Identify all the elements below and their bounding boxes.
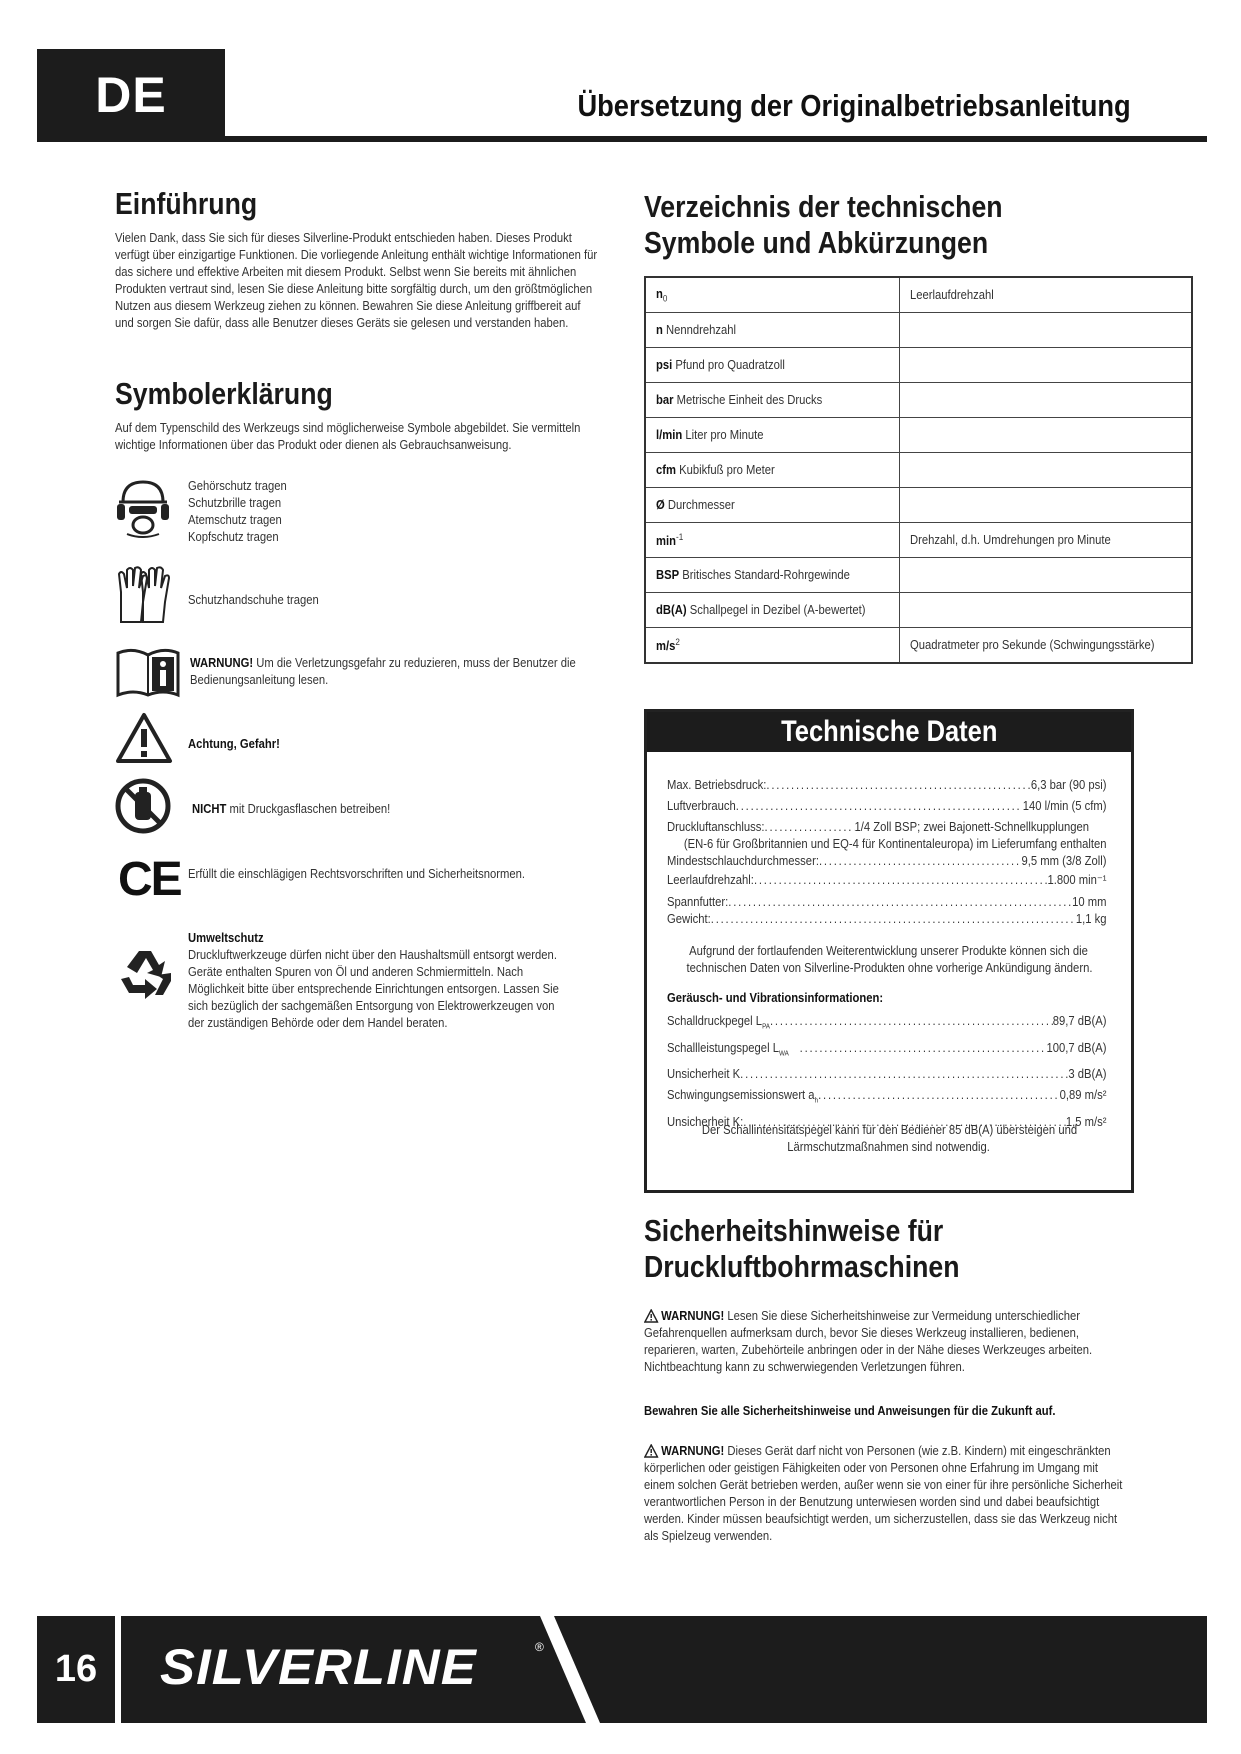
- noise-row: Schallleistungspegel $L_{WA}$ ..... 100,7 dB(A): [667, 1040, 1107, 1063]
- spec-row: Max. Betriebsdruck: ..... 6,3 bar (90 psi): [667, 777, 1107, 794]
- gloves-icon: [115, 566, 171, 631]
- noise-list: [667, 990, 1107, 1131]
- safety-warning-2: WARNUNG! Dieses Gerät darf nicht von Personen (wie z.B. Kindern) mit eingeschränkten körperlichen oder geistigen Fähigkeiten oder von Personen ohne Erfahrung im Umgang mit einem solchen Gerät betrieben werden, außer wenn sie von einer für ihre persönliche Sicherheit verantwortlichen Person in der Benutzung unterwiesen worden sind und dabei beaufsichtigt werden. Kinder müssen beaufsichtigt werden, um sicherzustellen, dass sie das Werkzeug nicht als Spielzeug verwenden.: [644, 1444, 1123, 1543]
- noise-notice: Der Schallintensitätspegel kann für den Bediener 85 dB(A) übersteigen und Lärmschutzmaßnahmen sind notwendig.: [701, 1123, 1077, 1154]
- noise-row: Schwingungsemissionswert $a_h$ ..... 0,89 m/s²: [667, 1087, 1107, 1110]
- safety-warning-1: WARNUNG! Lesen Sie diese Sicherheitshinweise zur Vermeidung unterschiedlicher Gefahrenquellen aufmerksam durch, bevor Sie dieses Werkzeug installieren, bedienen, reparieren, warten, Zubehörteile anbringen oder in der Nähe dieses Werkzeuges arbeiten. Nichtbeachtung kann zu schwerwiegenden Verletzungen führen.: [644, 1309, 1093, 1374]
- ce-mark-icon: CE: [118, 853, 181, 906]
- table-row: cfm Kubikfuß pro Meter: [645, 453, 1192, 488]
- abbrev-heading: Verzeichnis der technischen Symbole und Abkürzungen: [644, 189, 1003, 260]
- page-title: Übersetzung der Originalbetriebsanleitung: [577, 88, 1131, 123]
- spec-row: Mindestschlauchdurchmesser: ..... 9,5 mm (3/8 Zoll): [667, 853, 1107, 870]
- no-gas-text: NICHT mit Druckgasflaschen betreiben!: [192, 802, 391, 816]
- table-row: bar Metrische Einheit des Drucks: [645, 383, 1192, 418]
- spec-note: (EN-6 für Großbritannien und EQ-4 für Kontinentaleuropa) im Lieferumfang enthalten: [683, 837, 1107, 851]
- abbrev-table: [644, 276, 1193, 664]
- spec-row: Spannfutter: ..... 10 mm: [667, 894, 1107, 911]
- noise-row: Unsicherheit K: ..... 1,5 m/s²: [667, 1114, 1107, 1131]
- ppe-list: Gehörschutz tragen Schutzbrille tragen Atemschutz tragen Kopfschutz tragen: [188, 479, 287, 544]
- noise-heading: Geräusch- und Vibrationsinformationen:: [667, 991, 884, 1005]
- warning-small-icon: [644, 1309, 658, 1323]
- table-row: $m/s^2$ Quadratmeter pro Sekunde (Schwingungsstärke): [645, 628, 1192, 664]
- safety-heading: Sicherheitshinweise für Druckluftbohrmaschinen: [644, 1213, 960, 1284]
- table-row: n Nenndrehzahl: [645, 313, 1192, 348]
- danger-text: Achtung, Gefahr!: [188, 737, 280, 751]
- header-rule: [37, 136, 1207, 142]
- spec-row: Gewicht: ..... 1,1 kg: [667, 911, 1107, 928]
- recycle-icon: [115, 945, 175, 1008]
- registered-mark: ®: [535, 1640, 544, 1654]
- brand-logo: SILVERLINE: [160, 1639, 477, 1695]
- gloves-text: Schutzhandschuhe tragen: [188, 593, 319, 607]
- table-row: l/min Liter pro Minute: [645, 418, 1192, 453]
- safety-keep-note: Bewahren Sie alle Sicherheitshinweise und Anweisungen für die Zukunft auf.: [644, 1404, 1056, 1418]
- footer-swoosh: [540, 1616, 610, 1723]
- spec-row: Luftverbrauch ..... 140 l/min (5 cfm): [667, 798, 1107, 815]
- spec-row: Druckluftanschluss: ..... 1/4 Zoll BSP; zwei Bajonett-Schnellkupplungen: [667, 819, 1107, 836]
- read-manual-icon: [115, 647, 181, 704]
- no-gas-cylinder-icon: [115, 778, 171, 839]
- table-row: Ø Durchmesser: [645, 488, 1192, 523]
- warning-small-icon: [644, 1444, 658, 1458]
- symbols-intro: Auf dem Typenschild des Werkzeugs sind möglicherweise Symbole abgebildet. Sie vermitteln wichtige Informationen über das Produkt oder dienen als Gebrauchsanweisung.: [115, 421, 581, 452]
- language-badge: DE: [37, 49, 225, 140]
- spec-row: Leerlaufdrehzahl: ..... 1.800 min⁻¹: [667, 872, 1107, 889]
- tech-data-heading: Technische Daten: [647, 712, 1131, 752]
- ce-text: Erfüllt die einschlägigen Rechtsvorschriften und Sicherheitsnormen.: [188, 867, 526, 881]
- table-row: BSP Britisches Standard-Rohrgewinde: [645, 558, 1192, 593]
- table-row: $n_0$ Leerlaufdrehzahl: [645, 277, 1192, 313]
- intro-text: Vielen Dank, dass Sie sich für dieses Silverline-Produkt entschieden haben. Dieses Produkt verfügt über einzigartige Funktionen. Die vorliegende Anleitung enthält wichtige Informationen für das sichere und effektive Arbeiten mit diesem Produkt. Selbst wenn Sie bereits mit ähnlichen Produkten vertraut sind, lesen Sie diese Anleitung bitte sorgfältig durch, um den größtmöglichen Nutzen aus diesem Werkzeug ziehen zu können. Bewahren Sie diese Anleitung griffbereit auf und sorgen Sie dafür, dass alle Benutzer dieses Geräts sie gelesen und verstanden haben.: [115, 231, 598, 330]
- read-manual-text: WARNUNG! Um die Verletzungsgefahr zu reduzieren, muss der Benutzer die Bedienungsanleitung lesen.: [190, 656, 576, 687]
- footer-separator: [115, 1616, 121, 1723]
- noise-row: Schalldruckpegel $L_{PA}$ ..... 89,7 dB(A): [667, 1013, 1107, 1036]
- table-row: dB(A) Schallpegel in Dezibel (A-bewertet): [645, 593, 1192, 628]
- environment-block: Umweltschutz Druckluftwerkzeuge dürfen nicht über den Haushaltsmüll entsorgt werden. Geräte enthalten Spuren von Öl und anderen Schmiermitteln. Nach Möglichkeit bitte über entsprechende Einrichtungen entsorgen. Lassen Sie sich bezüglich der sachgemäßen Entsorgung von Elektrowerkzeugen von der zuständigen Behörde oder dem Handel beraten.: [188, 931, 559, 1030]
- noise-row: Unsicherheit K ..... 3 dB(A): [667, 1066, 1107, 1083]
- table-row: $\min^{-1}$ Drehzahl, d.h. Umdrehungen pro Minute: [645, 523, 1192, 558]
- symbols-heading: Symbolerklärung: [115, 376, 333, 411]
- spec-notice: Aufgrund der fortlaufenden Weiterentwicklung unserer Produkte können sich die technischen Daten von Silverline-Produkten ohne vorherige Ankündigung ändern.: [686, 944, 1092, 975]
- tech-data-box: [644, 709, 1134, 1193]
- spec-list: [667, 777, 1107, 928]
- table-row: psi Pfund pro Quadratzoll: [645, 348, 1192, 383]
- warning-triangle-icon: [115, 712, 173, 769]
- ppe-icon: [115, 478, 171, 543]
- intro-heading: Einführung: [115, 186, 258, 221]
- page-number: 16: [54, 1648, 98, 1690]
